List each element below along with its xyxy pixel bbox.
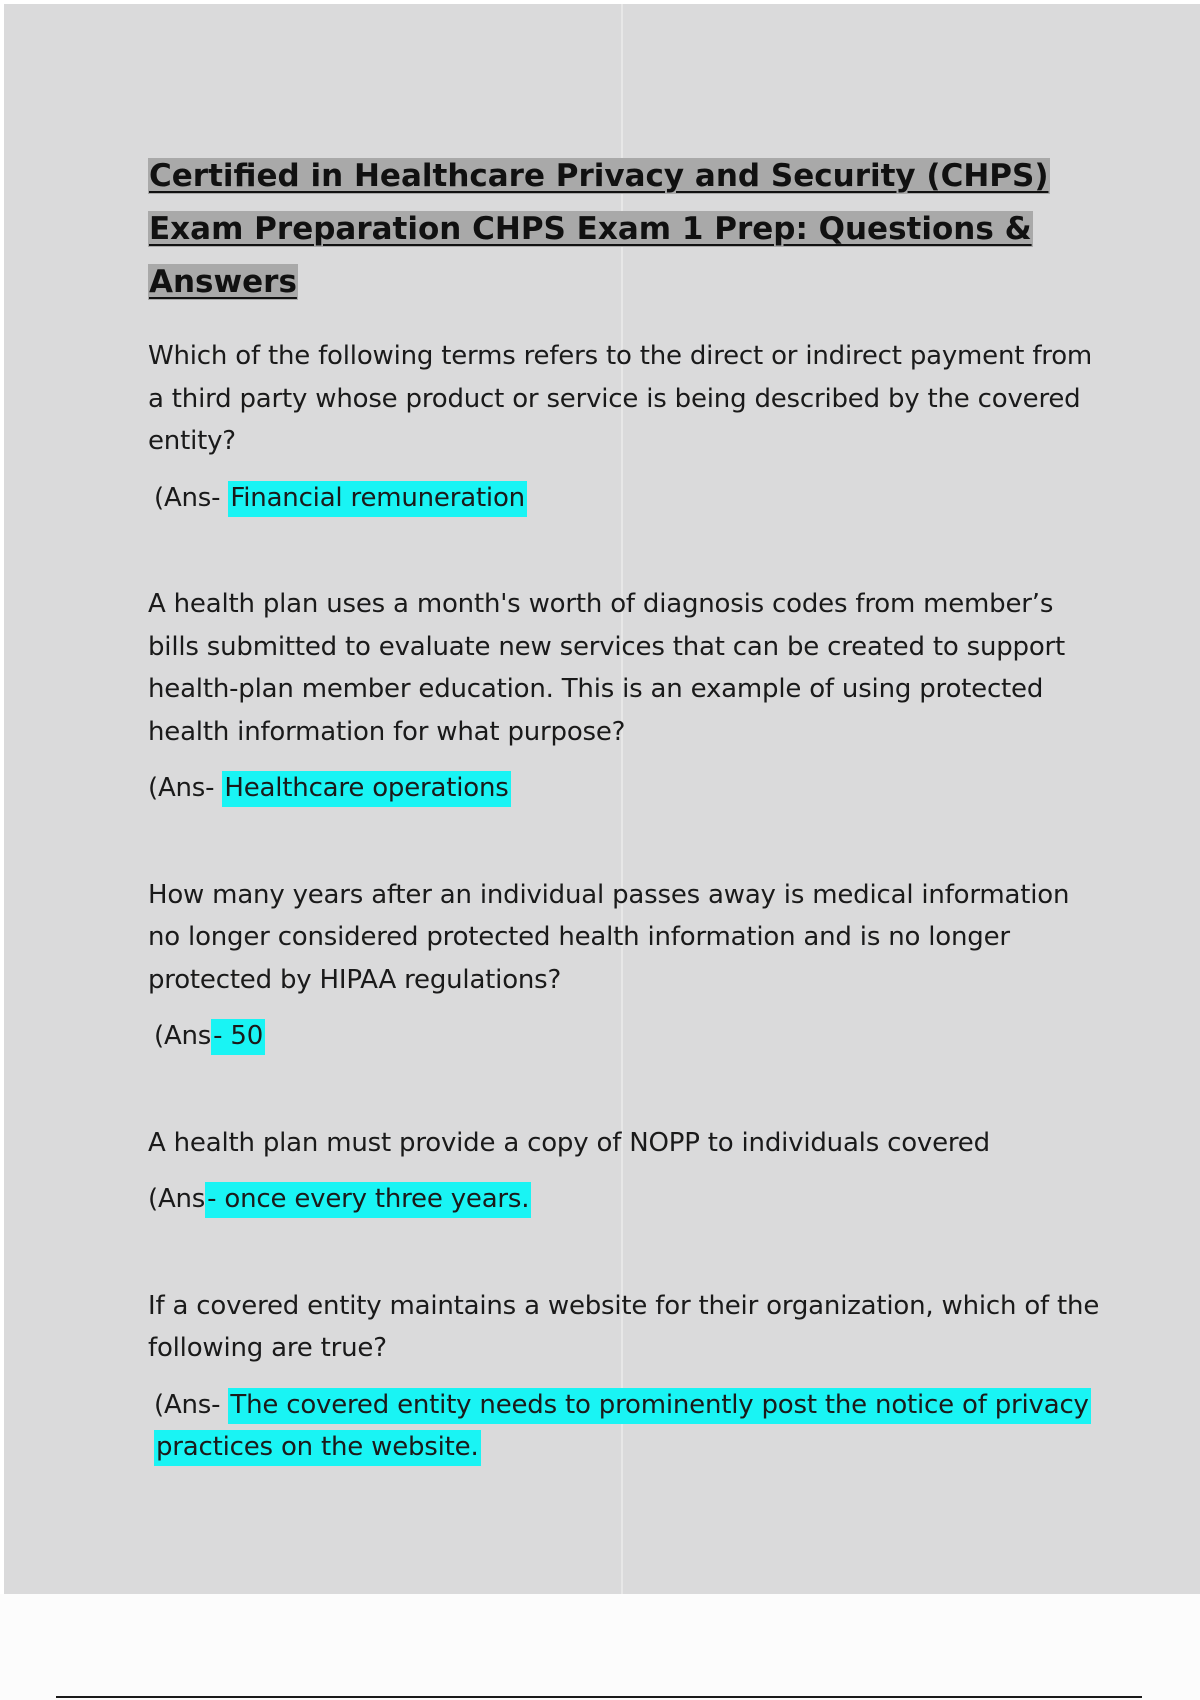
document-title <box>148 150 1108 309</box>
qa-item <box>148 335 1108 519</box>
document-title-text: Certified in Healthcare Privacy and Security (CHPS) Exam Preparation CHPS Exam 1 Prep: Questions & Answers <box>149 158 1049 300</box>
question-text: How many years after an individual passes away is medical information no longer considered protected health information and is no longer protected by HIPAA regulations? <box>148 879 1070 995</box>
answer-line <box>148 1384 1108 1469</box>
question-text: If a covered entity maintains a website for their organization, which of the following are true? <box>148 1290 1100 1363</box>
page-footer-strip <box>0 1594 1200 1700</box>
answer-prefix: (Ans <box>154 1021 212 1051</box>
qa-item <box>148 583 1108 810</box>
answer-line <box>148 1015 1108 1058</box>
answer-line <box>148 1178 1108 1221</box>
qa-item <box>148 1285 1108 1469</box>
answer-prefix: (Ans- <box>148 773 223 803</box>
question-text: Which of the following terms refers to the direct or indirect payment from a third party whose product or service is being described by the covered entity? <box>148 341 1093 456</box>
footer-divider <box>56 1696 1142 1698</box>
answer-prefix: (Ans <box>148 1184 206 1214</box>
document-page <box>4 4 1200 1594</box>
answer-highlight: - 50 <box>211 1019 265 1055</box>
answer-line <box>148 767 1108 810</box>
question-text: A health plan uses a month's worth of diagnosis codes from member’s bills submitted to evaluate new services that can be created to support health-plan member education. This is an example of using protected health information for what purpose? <box>148 589 1066 747</box>
qa-item <box>148 1122 1108 1221</box>
answer-prefix: (Ans- <box>154 482 229 513</box>
answer-highlight: Financial remuneration <box>228 481 527 517</box>
answer-highlight: Healthcare operations <box>222 771 510 807</box>
document-content <box>148 150 1108 1533</box>
answer-highlight: - once every three years. <box>205 1182 531 1218</box>
question-text: A health plan must provide a copy of NOPP to individuals covered <box>148 1127 990 1158</box>
answer-highlight: The covered entity needs to prominently post the notice of privacy practices on the website. <box>154 1388 1091 1467</box>
answer-line <box>148 477 1108 520</box>
answer-prefix: (Ans- <box>154 1389 229 1420</box>
qa-item <box>148 874 1108 1058</box>
